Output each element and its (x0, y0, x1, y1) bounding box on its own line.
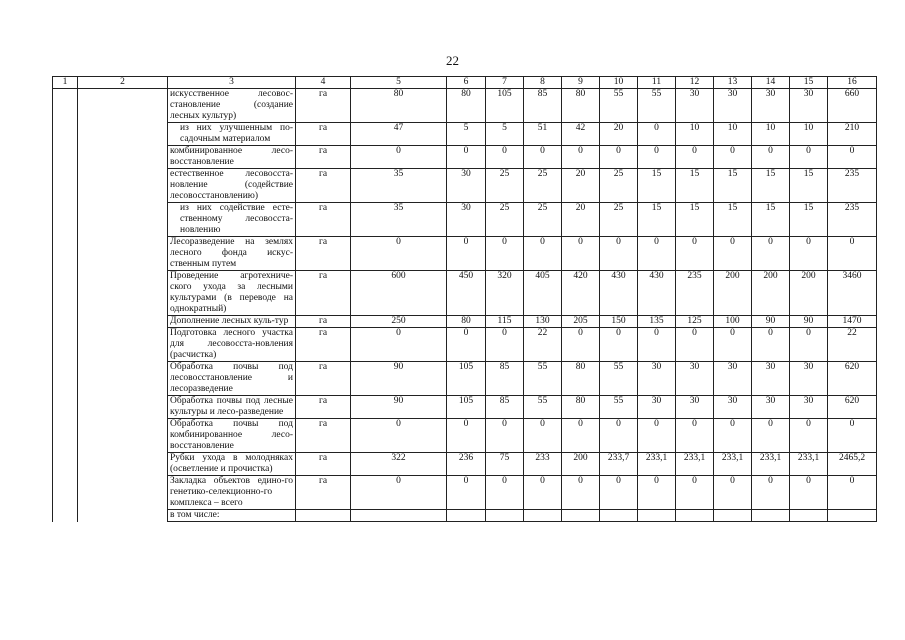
value-cell: 233 (524, 453, 562, 476)
value-cell: 200 (752, 271, 790, 316)
activity-label: Лесоразведение на землях лесного фонда искус-ственным путем (168, 237, 296, 271)
value-cell: 10 (714, 123, 752, 146)
value-cell: 200 (562, 453, 600, 476)
table-row (53, 237, 877, 271)
unit-cell: га (296, 419, 351, 453)
unit-cell: га (296, 396, 351, 419)
unit-cell: га (296, 362, 351, 396)
value-cell: 30 (714, 362, 752, 396)
empty-cell (78, 123, 168, 146)
value-cell: 20 (562, 203, 600, 237)
value-cell: 0 (562, 237, 600, 271)
value-cell: 80 (562, 396, 600, 419)
empty-cell (53, 169, 78, 203)
value-cell: 0 (486, 419, 524, 453)
value-cell: 235 (828, 203, 877, 237)
value-cell: 135 (638, 316, 676, 328)
value-cell: 0 (524, 476, 562, 510)
value-cell (790, 510, 828, 522)
column-number-cell: 1 (53, 77, 78, 89)
column-number-cell: 2 (78, 77, 168, 89)
value-cell: 235 (828, 169, 877, 203)
value-cell (752, 510, 790, 522)
value-cell: 405 (524, 271, 562, 316)
value-cell: 0 (351, 419, 447, 453)
unit-cell: га (296, 146, 351, 169)
value-cell: 115 (486, 316, 524, 328)
table-row (53, 316, 877, 328)
table-row (53, 146, 877, 169)
activity-label: комбинированное лесо-восстановление (168, 146, 296, 169)
value-cell: 0 (562, 476, 600, 510)
value-cell: 15 (638, 203, 676, 237)
unit-cell: га (296, 203, 351, 237)
value-cell: 30 (752, 396, 790, 419)
value-cell: 0 (676, 146, 714, 169)
value-cell: 105 (447, 362, 486, 396)
value-cell: 0 (447, 146, 486, 169)
value-cell: 0 (351, 476, 447, 510)
value-cell: 15 (676, 169, 714, 203)
unit-cell: га (296, 169, 351, 203)
forestry-table (52, 76, 877, 522)
value-cell: 320 (486, 271, 524, 316)
value-cell: 0 (351, 146, 447, 169)
value-cell: 30 (790, 362, 828, 396)
value-cell: 0 (790, 328, 828, 362)
value-cell: 5 (486, 123, 524, 146)
value-cell: 620 (828, 362, 877, 396)
value-cell (351, 510, 447, 522)
value-cell: 233,1 (790, 453, 828, 476)
value-cell: 0 (524, 419, 562, 453)
value-cell: 0 (790, 146, 828, 169)
value-cell: 0 (676, 419, 714, 453)
column-number-cell: 3 (168, 77, 296, 89)
value-cell: 450 (447, 271, 486, 316)
empty-cell (53, 146, 78, 169)
value-cell: 55 (600, 396, 638, 419)
value-cell: 0 (351, 328, 447, 362)
value-cell: 0 (600, 328, 638, 362)
value-cell: 0 (714, 328, 752, 362)
value-cell: 15 (714, 203, 752, 237)
value-cell: 0 (638, 328, 676, 362)
activity-label: Обработка почвы под лесные культуры и лесо-разведение (168, 396, 296, 419)
empty-cell (78, 146, 168, 169)
value-cell: 235 (676, 271, 714, 316)
value-cell: 0 (676, 476, 714, 510)
empty-cell (78, 316, 168, 328)
table-row (53, 396, 877, 419)
value-cell: 233,7 (600, 453, 638, 476)
value-cell: 105 (447, 396, 486, 419)
column-number-cell: 10 (600, 77, 638, 89)
empty-cell (53, 510, 78, 522)
empty-cell (53, 316, 78, 328)
value-cell: 0 (790, 237, 828, 271)
empty-cell (78, 169, 168, 203)
value-cell: 30 (447, 203, 486, 237)
value-cell: 0 (638, 237, 676, 271)
value-cell: 0 (714, 146, 752, 169)
value-cell: 10 (752, 123, 790, 146)
column-number-cell: 5 (351, 77, 447, 89)
value-cell: 30 (752, 89, 790, 123)
empty-cell (78, 510, 168, 522)
empty-cell (78, 237, 168, 271)
table-row (53, 362, 877, 396)
value-cell: 0 (714, 419, 752, 453)
activity-label: в том числе: (168, 510, 296, 522)
value-cell: 22 (524, 328, 562, 362)
value-cell: 30 (714, 396, 752, 419)
activity-label: Проведение агротехниче-ского ухода за лесными культурами (в переводе на однократный) (168, 271, 296, 316)
value-cell: 30 (752, 362, 790, 396)
value-cell: 430 (600, 271, 638, 316)
activity-label: естественное лесовосста-новление (содействие лесовосстановлению) (168, 169, 296, 203)
value-cell: 0 (447, 328, 486, 362)
value-cell (714, 510, 752, 522)
table-row (53, 271, 877, 316)
value-cell: 20 (562, 169, 600, 203)
value-cell: 51 (524, 123, 562, 146)
table-row (53, 89, 877, 123)
empty-cell (78, 476, 168, 510)
value-cell: 0 (828, 419, 877, 453)
value-cell: 90 (752, 316, 790, 328)
value-cell: 90 (351, 396, 447, 419)
value-cell: 0 (486, 476, 524, 510)
activity-label: искусственное лесовос-становление (создание лесных культур) (168, 89, 296, 123)
value-cell: 0 (828, 476, 877, 510)
value-cell: 10 (790, 123, 828, 146)
value-cell: 0 (828, 237, 877, 271)
value-cell: 0 (486, 237, 524, 271)
value-cell: 105 (486, 89, 524, 123)
value-cell (600, 510, 638, 522)
value-cell: 85 (486, 362, 524, 396)
empty-cell (78, 203, 168, 237)
value-cell: 85 (486, 396, 524, 419)
column-number-cell: 16 (828, 77, 877, 89)
empty-cell (53, 123, 78, 146)
value-cell: 0 (600, 419, 638, 453)
value-cell: 80 (447, 316, 486, 328)
column-number-cell: 15 (790, 77, 828, 89)
value-cell (562, 510, 600, 522)
value-cell: 55 (638, 89, 676, 123)
value-cell: 0 (524, 237, 562, 271)
unit-cell: га (296, 271, 351, 316)
value-cell: 0 (447, 419, 486, 453)
value-cell: 0 (562, 146, 600, 169)
value-cell: 25 (486, 203, 524, 237)
value-cell: 47 (351, 123, 447, 146)
value-cell: 130 (524, 316, 562, 328)
value-cell: 150 (600, 316, 638, 328)
unit-cell: га (296, 316, 351, 328)
table-row (53, 419, 877, 453)
value-cell: 322 (351, 453, 447, 476)
empty-cell (53, 362, 78, 396)
value-cell: 30 (638, 362, 676, 396)
value-cell: 30 (676, 362, 714, 396)
table-row (53, 169, 877, 203)
value-cell: 0 (714, 237, 752, 271)
unit-cell: га (296, 453, 351, 476)
value-cell: 10 (676, 123, 714, 146)
page-number: 22 (446, 53, 459, 68)
value-cell: 0 (676, 328, 714, 362)
activity-label: Подготовка лесного участка для лесовосста-новления (расчистка) (168, 328, 296, 362)
activity-label: Рубки ухода в молодняках (осветление и прочистка) (168, 453, 296, 476)
empty-cell (78, 271, 168, 316)
value-cell: 0 (752, 237, 790, 271)
value-cell: 0 (752, 476, 790, 510)
value-cell: 0 (752, 146, 790, 169)
value-cell: 233,1 (676, 453, 714, 476)
table-row (53, 123, 877, 146)
value-cell: 205 (562, 316, 600, 328)
value-cell: 430 (638, 271, 676, 316)
value-cell: 0 (752, 328, 790, 362)
empty-cell (78, 419, 168, 453)
empty-cell (78, 453, 168, 476)
activity-label: из них улучшенным по-садочным материалом (168, 123, 296, 146)
value-cell: 15 (790, 203, 828, 237)
column-number-cell: 7 (486, 77, 524, 89)
value-cell: 55 (524, 362, 562, 396)
value-cell: 5 (447, 123, 486, 146)
value-cell: 55 (600, 89, 638, 123)
value-cell: 0 (790, 419, 828, 453)
value-cell (638, 510, 676, 522)
activity-label: Дополнение лесных куль-тур (168, 316, 296, 328)
column-number-cell: 14 (752, 77, 790, 89)
value-cell: 35 (351, 169, 447, 203)
table-row (53, 476, 877, 510)
value-cell: 100 (714, 316, 752, 328)
value-cell: 55 (600, 362, 638, 396)
value-cell: 0 (351, 237, 447, 271)
unit-cell: га (296, 89, 351, 123)
empty-cell (53, 203, 78, 237)
column-number-row (53, 77, 877, 89)
value-cell: 85 (524, 89, 562, 123)
value-cell: 90 (790, 316, 828, 328)
empty-cell (53, 328, 78, 362)
value-cell: 0 (562, 328, 600, 362)
column-number-cell: 13 (714, 77, 752, 89)
value-cell: 420 (562, 271, 600, 316)
column-number-cell: 8 (524, 77, 562, 89)
value-cell: 25 (524, 169, 562, 203)
value-cell: 22 (828, 328, 877, 362)
value-cell: 0 (676, 237, 714, 271)
value-cell: 25 (600, 169, 638, 203)
activity-label: Обработка почвы под лесовосстановление и лесоразведение (168, 362, 296, 396)
value-cell: 233,1 (638, 453, 676, 476)
value-cell: 233,1 (714, 453, 752, 476)
value-cell: 15 (638, 169, 676, 203)
column-number-cell: 11 (638, 77, 676, 89)
value-cell: 0 (714, 476, 752, 510)
value-cell: 30 (676, 89, 714, 123)
value-cell: 15 (790, 169, 828, 203)
value-cell (486, 510, 524, 522)
table-row (53, 453, 877, 476)
value-cell: 0 (790, 476, 828, 510)
value-cell (524, 510, 562, 522)
value-cell: 75 (486, 453, 524, 476)
value-cell: 0 (828, 146, 877, 169)
value-cell: 55 (524, 396, 562, 419)
column-number-cell: 12 (676, 77, 714, 89)
value-cell: 200 (714, 271, 752, 316)
value-cell: 90 (351, 362, 447, 396)
value-cell (828, 510, 877, 522)
unit-cell: га (296, 476, 351, 510)
value-cell: 25 (600, 203, 638, 237)
value-cell: 30 (676, 396, 714, 419)
value-cell: 0 (600, 237, 638, 271)
column-number-cell: 9 (562, 77, 600, 89)
value-cell: 30 (638, 396, 676, 419)
value-cell: 42 (562, 123, 600, 146)
value-cell (676, 510, 714, 522)
column-number-cell: 4 (296, 77, 351, 89)
empty-cell (53, 237, 78, 271)
empty-cell (53, 396, 78, 419)
empty-cell (53, 419, 78, 453)
value-cell: 0 (600, 476, 638, 510)
value-cell: 0 (524, 146, 562, 169)
value-cell: 0 (486, 328, 524, 362)
value-cell: 0 (638, 146, 676, 169)
value-cell: 25 (486, 169, 524, 203)
table-row (53, 328, 877, 362)
value-cell: 15 (714, 169, 752, 203)
value-cell: 236 (447, 453, 486, 476)
value-cell: 660 (828, 89, 877, 123)
value-cell: 233,1 (752, 453, 790, 476)
value-cell: 25 (524, 203, 562, 237)
unit-cell: га (296, 123, 351, 146)
activity-label: Закладка объектов едино-го генетико-селекционно-го комплекса – всего (168, 476, 296, 510)
empty-cell (78, 362, 168, 396)
empty-cell (53, 89, 78, 123)
value-cell: 125 (676, 316, 714, 328)
empty-cell (78, 328, 168, 362)
value-cell: 0 (600, 146, 638, 169)
value-cell: 600 (351, 271, 447, 316)
value-cell: 30 (790, 89, 828, 123)
unit-cell: га (296, 328, 351, 362)
value-cell: 80 (447, 89, 486, 123)
value-cell (447, 510, 486, 522)
empty-cell (78, 396, 168, 419)
value-cell: 0 (638, 123, 676, 146)
value-cell: 0 (562, 419, 600, 453)
value-cell: 0 (638, 419, 676, 453)
unit-cell: га (296, 237, 351, 271)
value-cell: 30 (447, 169, 486, 203)
value-cell: 0 (447, 237, 486, 271)
unit-cell (296, 510, 351, 522)
value-cell: 15 (752, 203, 790, 237)
value-cell: 35 (351, 203, 447, 237)
empty-cell (53, 271, 78, 316)
value-cell: 0 (447, 476, 486, 510)
value-cell: 15 (676, 203, 714, 237)
value-cell: 250 (351, 316, 447, 328)
value-cell: 620 (828, 396, 877, 419)
activity-label: из них содействие есте-ственному лесовосста-новлению (168, 203, 296, 237)
empty-cell (53, 476, 78, 510)
value-cell: 80 (351, 89, 447, 123)
empty-cell (53, 453, 78, 476)
value-cell: 2465,2 (828, 453, 877, 476)
column-number-cell: 6 (447, 77, 486, 89)
table-row (53, 203, 877, 237)
value-cell: 0 (486, 146, 524, 169)
empty-cell (78, 89, 168, 123)
value-cell: 30 (790, 396, 828, 419)
value-cell: 30 (714, 89, 752, 123)
table-row (53, 510, 877, 522)
activity-label: Обработка почвы под комбинированное лесо-восстановление (168, 419, 296, 453)
value-cell: 80 (562, 362, 600, 396)
value-cell: 80 (562, 89, 600, 123)
value-cell: 1470 (828, 316, 877, 328)
value-cell: 3460 (828, 271, 877, 316)
value-cell: 0 (638, 476, 676, 510)
value-cell: 210 (828, 123, 877, 146)
value-cell: 0 (752, 419, 790, 453)
value-cell: 20 (600, 123, 638, 146)
value-cell: 200 (790, 271, 828, 316)
value-cell: 15 (752, 169, 790, 203)
